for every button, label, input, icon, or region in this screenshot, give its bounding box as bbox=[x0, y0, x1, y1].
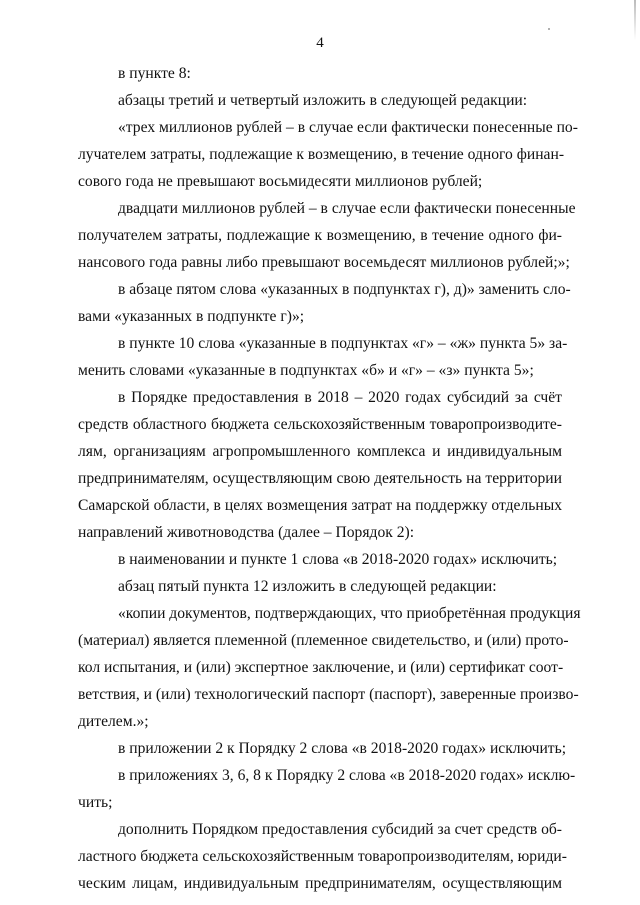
scan-edge-mark bbox=[634, 0, 636, 40]
text-line: получателем затраты, подлежащие к возмещению, в течение одного фи- bbox=[78, 227, 562, 244]
text-line: в пункте 10 слова «указанные в подпунктах «г» – «ж» пункта 5» за- bbox=[118, 335, 568, 352]
text-line: двадцати миллионов рублей – в случае если фактически понесенные bbox=[118, 200, 576, 217]
text-line: предпринимателям, осуществляющим свою деятельность на территории bbox=[78, 470, 562, 487]
text-line: (материал) является племенной (племенное свидетельство, и (или) прото- bbox=[78, 632, 569, 649]
text-line: Самарской области, в целях возмещения затрат на поддержку отдельных bbox=[78, 497, 562, 514]
text-line: ветствия, и (или) технологический паспорт (паспорт), заверенные произво- bbox=[78, 686, 579, 703]
text-line: в Порядке предоставления в 2018 – 2020 годах субсидий за счёт bbox=[118, 389, 562, 406]
text-line: нансового года равны либо превышают восемьдесят миллионов рублей;»; bbox=[78, 254, 570, 271]
text-line: абзац пятый пункта 12 изложить в следующей редакции: bbox=[118, 578, 497, 595]
text-line: средств областного бюджета сельскохозяйственным товаропроизводите- bbox=[78, 416, 562, 433]
text-line: в пункте 8: bbox=[118, 65, 191, 82]
page-number: 4 bbox=[316, 35, 324, 51]
text-line: в наименовании и пункте 1 слова «в 2018-2020 годах» исключить; bbox=[118, 551, 558, 568]
text-line: дополнить Порядком предоставления субсидий за счет средств об- bbox=[118, 821, 562, 838]
text-line: сового года не превышают восьмидесяти миллионов рублей; bbox=[78, 173, 483, 190]
text-line: лям, организациям агропромышленного комплекса и индивидуальным bbox=[78, 443, 562, 460]
text-line: в абзаце пятом слова «указанных в подпунктах г), д)» заменить сло- bbox=[118, 281, 571, 298]
text-line: кол испытания, и (или) экспертное заключение, и (или) сертификат соот- bbox=[78, 659, 564, 676]
text-line: абзацы третий и четвертый изложить в следующей редакции: bbox=[118, 92, 528, 109]
text-line: менить словами «указанные в подпунктах «б» и «г» – «з» пункта 5»; bbox=[78, 362, 534, 379]
text-line: «копии документов, подтверждающих, что приобретённая продукция bbox=[118, 605, 581, 622]
text-line: направлений животноводства (далее – Порядок 2): bbox=[78, 524, 415, 541]
text-line: дителем.»; bbox=[78, 713, 149, 730]
text-line: в приложениях 3, 6, 8 к Порядку 2 слова «в 2018-2020 годах» исклю- bbox=[118, 767, 576, 784]
text-line: лучателем затраты, подлежащие к возмещению, в течение одного финан- bbox=[78, 146, 565, 163]
text-line: в приложении 2 к Порядку 2 слова «в 2018-2020 годах» исключить; bbox=[118, 740, 567, 757]
scan-speck bbox=[548, 28, 550, 30]
text-line: чить; bbox=[78, 794, 113, 811]
text-line: ческим лицам, индивидуальным предпринимателям, осуществляющим bbox=[78, 875, 562, 892]
text-line: ластного бюджета сельскохозяйственным товаропроизводителям, юриди- bbox=[78, 848, 567, 865]
text-line: «трех миллионов рублей – в случае если фактически понесенные по- bbox=[118, 119, 578, 136]
text-line: вами «указанных в подпункте г)»; bbox=[78, 308, 305, 325]
